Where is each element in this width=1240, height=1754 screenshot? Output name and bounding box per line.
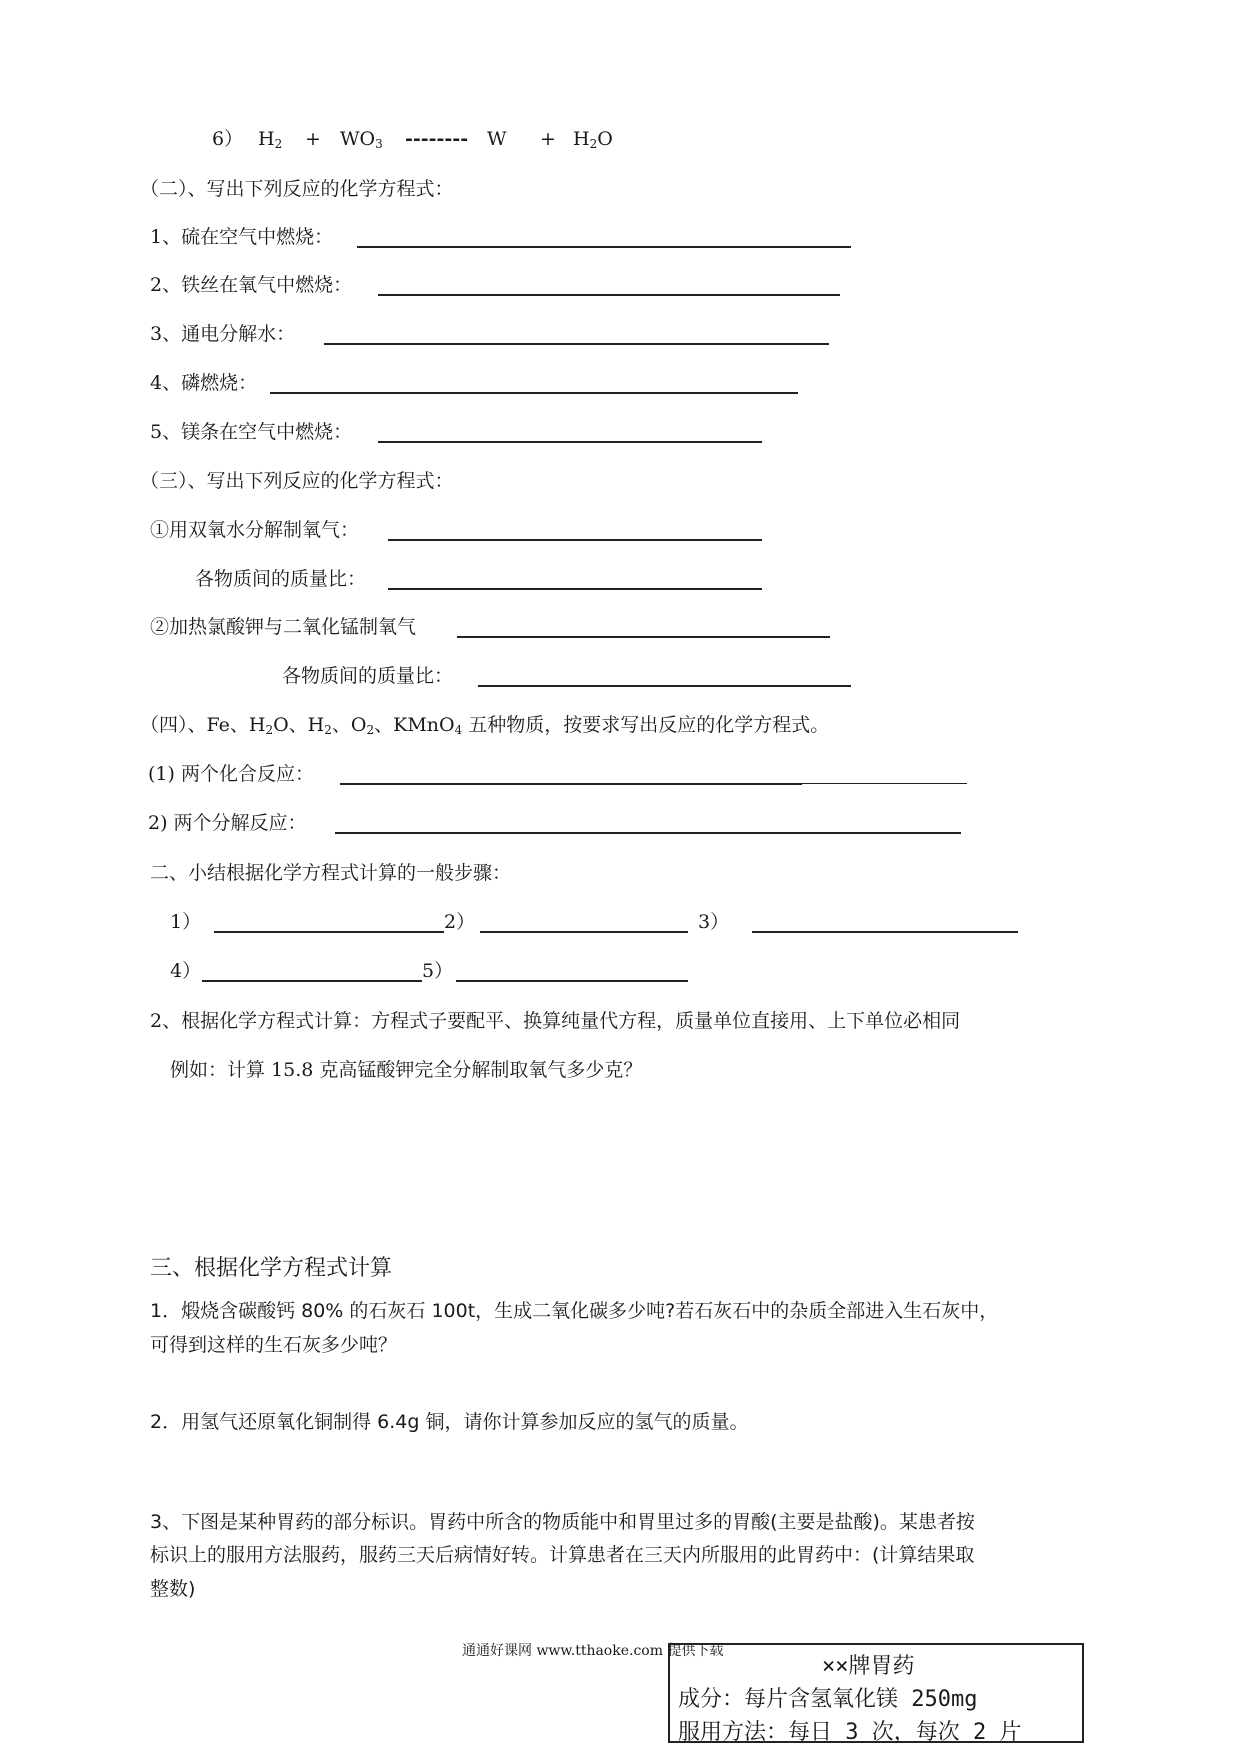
question-label: 5、镁条在空气中燃烧： [150,421,353,443]
equation-number: 6） [212,128,244,150]
answer-blank[interactable] [457,636,830,638]
question-label: ①用双氧水分解制氧气： [150,519,360,541]
question-label: ②加热氯酸钾与二氧化锰制氧气 [150,616,417,638]
step-label: 1） [170,911,202,933]
medicine-label [668,1643,1084,1743]
question-label: 3、通电分解水： [150,323,296,345]
reactant-h2: $H_2$ [258,128,283,151]
step-blank[interactable] [456,980,688,982]
step-label: 4） [170,960,202,982]
question-1-line-2: 可得到这样的生石灰多少吨？ [150,1334,398,1356]
answer-blank[interactable] [378,441,762,443]
section-4-heading: （四）、Fe、$H_2O$、$H_2$、$O_2$、KMnO$_4$ 五种物质，按要求写出反应的化学方程式。 [140,714,830,737]
step-blank[interactable] [214,931,444,933]
question-label: 2) 两个分解反应： [148,812,307,834]
calc-section-heading: 三、根据化学方程式计算 [150,1256,393,1281]
step-label: 5） [422,960,454,982]
answer-blank[interactable] [388,588,762,590]
question-2: 2．用氢气还原氧化铜制得 6.4g 铜，请你计算参加反应的氢气的质量。 [150,1411,749,1433]
answer-blank[interactable] [340,783,802,785]
medicine-usage: 服用方法：每日 3 次，每次 2 片 [678,1720,1022,1745]
answer-blank[interactable] [388,539,762,541]
question-label: (1) 两个化合反应： [148,763,314,785]
summary-heading: 二、小结根据化学方程式计算的一般步骤： [150,862,512,884]
answer-blank[interactable] [378,294,840,296]
answer-blank[interactable] [357,246,851,248]
question-label: 各物质间的质量比： [282,665,454,687]
question-label: 1、硫在空气中燃烧： [150,226,334,248]
section-3-heading: （三）、写出下列反应的化学方程式： [140,470,454,492]
question-3-line-3: 整数) [150,1578,196,1600]
answer-blank[interactable] [478,685,851,687]
medicine-ingredient: 成分：每片含氢氧化镁 250mg [678,1687,978,1712]
section-2-heading: （二）、写出下列反应的化学方程式： [140,178,454,200]
step-blank[interactable] [480,931,688,933]
page-footer: 通通好课网 www.tthaoke.com 提供下载 [462,1643,724,1659]
answer-blank[interactable] [324,343,829,345]
calculation-rule: 2、根据化学方程式计算：方程式子要配平、换算纯量代方程，质量单位直接用、上下单位必相同 [150,1010,961,1032]
question-label: 2、铁丝在氧气中燃烧： [150,274,353,296]
question-3-line-1: 3、下图是某种胃药的部分标识。胃药中所含的物质能中和胃里过多的胃酸(主要是盐酸)。某患者按 [150,1511,975,1533]
question-3-line-2: 标识上的服用方法服药，服药三天后病情好转。计算患者在三天内所服用的此胃药中：(计算结果取 [150,1544,975,1566]
answer-blank-extension[interactable] [802,783,967,784]
answer-blank[interactable] [270,392,798,394]
step-label: 3） [698,911,730,933]
step-blank[interactable] [752,931,1018,933]
step-blank[interactable] [202,980,422,982]
example-question: 例如：计算 15.8 克高锰酸钾完全分解制取氧气多少克？ [170,1059,643,1081]
plus-sign: + [540,128,556,150]
reaction-arrow: -------- [405,128,469,150]
product-h2o: $H_2O$ [573,128,613,151]
plus-sign: + [305,128,321,150]
question-1-line-1: 1．煅烧含碳酸钙 80% 的石灰石 100t，生成二氧化碳多少吨?若石灰石中的杂质全部进入生石灰中， [150,1300,999,1322]
answer-blank[interactable] [335,832,961,834]
product-w: W [487,128,507,150]
step-label: 2） [444,911,476,933]
question-label: 4、磷燃烧： [150,372,258,394]
question-label: 各物质间的质量比： [195,568,367,590]
medicine-title: ××牌胃药 [822,1654,915,1679]
reactant-wo3: $WO_3$ [340,128,383,151]
